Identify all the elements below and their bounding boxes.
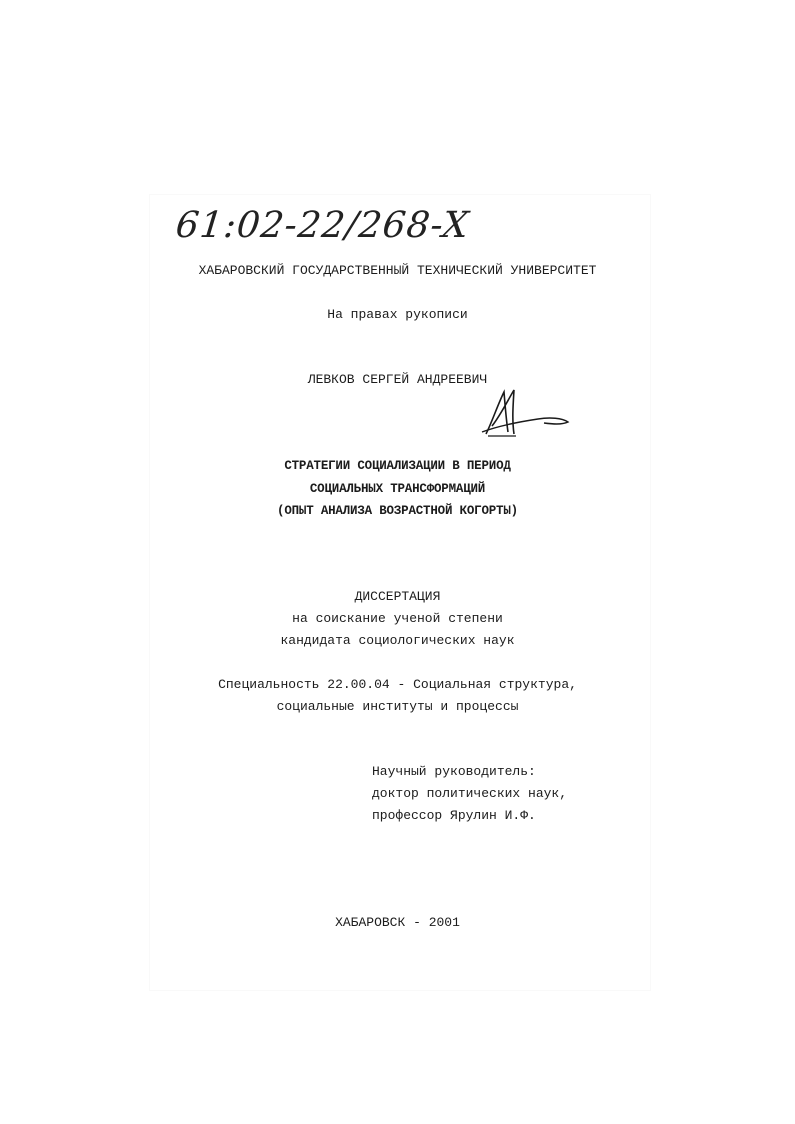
manuscript-rights-note: На правах рукописи xyxy=(327,307,468,322)
degree-line-1: на соискание ученой степени xyxy=(292,611,503,626)
supervisor-label: Научный руководитель: xyxy=(372,764,536,779)
university-name: ХАБАРОВСКИЙ ГОСУДАРСТВЕННЫЙ ТЕХНИЧЕСКИЙ УНИВЕРСИТЕТ xyxy=(198,263,597,278)
author-name: ЛЕВКОВ СЕРГЕЙ АНДРЕЕВИЧ xyxy=(307,372,488,387)
title-line-2: СОЦИАЛЬНЫХ ТРАНСФОРМАЦИЙ xyxy=(309,482,486,496)
signature-icon xyxy=(478,386,573,441)
title-line-3: (ОПЫТ АНАЛИЗА ВОЗРАСТНОЙ КОГОРТЫ) xyxy=(277,504,518,518)
place-year: ХАБАРОВСК - 2001 xyxy=(335,915,460,930)
supervisor-degree: доктор политических наук, xyxy=(372,786,568,801)
work-type: ДИССЕРТАЦИЯ xyxy=(354,589,441,604)
archive-code-handwritten: 61:02-22/268-X xyxy=(173,205,472,246)
supervisor-name: профессор Ярулин И.Ф. xyxy=(372,808,536,823)
specialty-line-2: социальные институты и процессы xyxy=(276,699,519,714)
degree-line-2: кандидата социологических наук xyxy=(280,633,515,648)
title-line-1: СТРАТЕГИИ СОЦИАЛИЗАЦИИ В ПЕРИОД xyxy=(284,459,511,473)
specialty-line-1: Специальность 22.00.04 - Социальная структура, xyxy=(218,677,577,692)
